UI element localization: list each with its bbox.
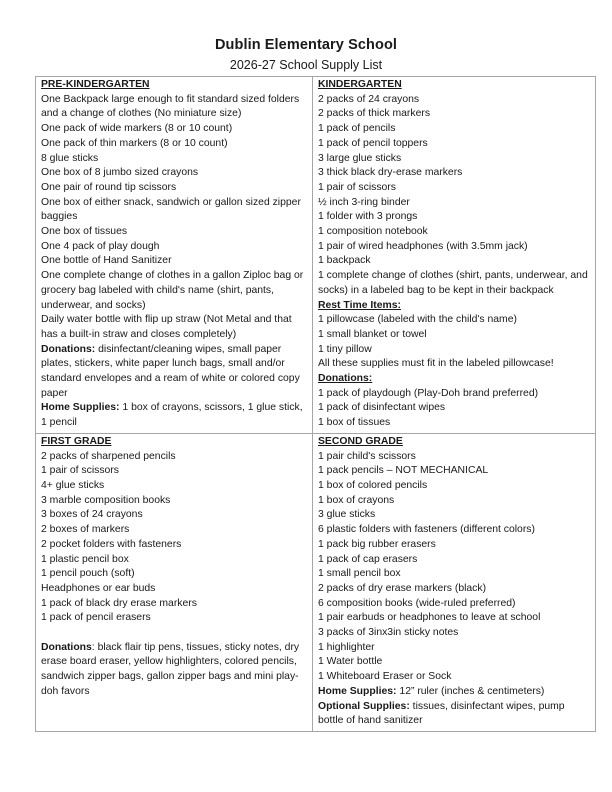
list-item: 1 pack of pencil toppers bbox=[318, 137, 428, 149]
page-subtitle: 2026-27 School Supply List bbox=[229, 58, 383, 72]
list-item: 1 small blanket or towel bbox=[318, 328, 427, 340]
kinder-cell bbox=[313, 77, 596, 434]
list-item: 1 pack of playdough (Play-Doh brand preferred) bbox=[318, 387, 539, 399]
list-item: One box of tissues bbox=[41, 226, 128, 238]
list-item: One box of 8 jumbo sized crayons bbox=[41, 167, 199, 179]
second-home-text: 12” ruler (inches & centimeters) bbox=[396, 685, 545, 697]
list-item: 1 plastic pencil box bbox=[41, 553, 129, 565]
list-item: 1 pack pencils – NOT MECHANICAL bbox=[318, 465, 489, 477]
first-grade-cell bbox=[36, 433, 313, 731]
list-item: 3 glue sticks bbox=[318, 509, 376, 521]
prek-home-supplies bbox=[41, 401, 309, 430]
prek-donations-label: Donations: bbox=[41, 343, 96, 355]
list-item: 2 packs of dry erase markers (black) bbox=[318, 582, 487, 594]
list-item: ½ inch 3-ring binder bbox=[318, 196, 410, 208]
list-item: 3 marble composition books bbox=[41, 494, 171, 506]
list-item: 6 composition books (wide-ruled preferred) bbox=[318, 597, 516, 609]
kinder-donations-heading: Donations: bbox=[318, 373, 373, 385]
second-optional-text: tissues, disinfectant wipes, pump bottle of hand sanitizer bbox=[318, 700, 565, 727]
list-item: 6 plastic folders with fasteners (different colors) bbox=[318, 524, 535, 536]
list-item: 1 pack of pencils bbox=[318, 123, 396, 135]
list-item: 3 boxes of 24 crayons bbox=[41, 509, 143, 521]
prek-donations-text: disinfectant/cleaning wipes, small paper plates, stickers, white paper lunch bags, small and/or standard envelopes and a ream of white or colored copy paper bbox=[41, 343, 300, 399]
list-item: 2 packs of sharpened pencils bbox=[41, 450, 176, 462]
list-item: 2 boxes of markers bbox=[41, 524, 130, 536]
list-item: 1 pair earbuds or headphones to leave at school bbox=[318, 612, 541, 624]
list-item: 1 box of crayons bbox=[318, 494, 395, 506]
first-grade-heading: FIRST GRADE bbox=[41, 435, 112, 447]
first-donations-text: : black flair tip pens, tissues, sticky notes, dry erase board eraser, yellow highlighters, colored pencils, sandwich zipper bags, gallon zipper bags and mini play-doh favors bbox=[41, 641, 300, 697]
list-item: 1 pack of pencil erasers bbox=[41, 612, 151, 624]
list-item: 1 pair of scissors bbox=[318, 181, 396, 193]
second-home-label: Home Supplies: bbox=[318, 685, 397, 697]
second-optional-supplies bbox=[318, 700, 592, 729]
list-item: One Backpack large enough to fit standard sized folders and a change of clothes (No miniature size) bbox=[41, 93, 300, 120]
prek-heading: PRE-KINDERGARTEN bbox=[41, 79, 150, 90]
list-item: 3 large glue sticks bbox=[318, 152, 402, 164]
list-item: 1 folder with 3 prongs bbox=[318, 211, 418, 223]
prek-home-text: 1 box of crayons, scissors, 1 glue stick, 1 pencil bbox=[41, 402, 303, 429]
list-item: 1 pack of black dry erase markers bbox=[41, 597, 197, 609]
rest-time-heading: Rest Time Items: bbox=[318, 299, 401, 311]
list-item: 1 tiny pillow bbox=[318, 343, 372, 355]
list-item: 2 pocket folders with fasteners bbox=[41, 538, 182, 550]
list-item: 1 pillowcase (labeled with the child's name) bbox=[318, 314, 517, 326]
list-item: One complete change of clothes in a gallon Ziploc bag or grocery bag labeled with child's name (shirt, pants, underwear, and socks) bbox=[41, 270, 304, 311]
list-item: 1 box of tissues bbox=[318, 417, 391, 429]
list-item: 8 glue sticks bbox=[41, 152, 99, 164]
list-item: 1 pack of cap erasers bbox=[318, 553, 418, 565]
list-item: All these supplies must fit in the labeled pillowcase! bbox=[318, 358, 554, 370]
list-item: 1 box of colored pencils bbox=[318, 479, 428, 491]
list-item: 1 Whiteboard Eraser or Sock bbox=[318, 671, 452, 683]
supply-table bbox=[35, 76, 596, 732]
list-item: 1 pair of scissors bbox=[41, 465, 119, 477]
second-optional-label: Optional Supplies: bbox=[318, 700, 410, 712]
first-grade-donations bbox=[41, 641, 309, 700]
list-item: 1 pack of disinfectant wipes bbox=[318, 402, 446, 414]
list-item: One pack of thin markers (8 or 10 count) bbox=[41, 137, 228, 149]
list-item: 3 packs of 3inx3in sticky notes bbox=[318, 627, 459, 639]
prek-donations bbox=[41, 343, 309, 402]
list-item: One bottle of Hand Sanitizer bbox=[41, 255, 172, 267]
list-item: Headphones or ear buds bbox=[41, 582, 156, 594]
list-item: One 4 pack of play dough bbox=[41, 240, 160, 252]
list-item: 2 packs of thick markers bbox=[318, 108, 431, 120]
list-item: 1 pair child's scissors bbox=[318, 450, 416, 462]
list-item: One box of either snack, sandwich or gallon sized zipper baggies bbox=[41, 196, 301, 223]
list-item: 1 highlighter bbox=[318, 641, 375, 653]
list-item: 1 pencil pouch (soft) bbox=[41, 568, 135, 580]
list-item: 1 small pencil box bbox=[318, 568, 401, 580]
second-grade-cell bbox=[313, 433, 596, 731]
prek-cell bbox=[36, 77, 313, 434]
list-item: 1 Water bottle bbox=[318, 656, 383, 668]
first-donations-label: Donations bbox=[41, 641, 92, 653]
list-item: 2 packs of 24 crayons bbox=[318, 93, 420, 105]
list-item: One pack of wide markers (8 or 10 count) bbox=[41, 123, 233, 135]
list-item: 1 backpack bbox=[318, 255, 371, 267]
list-item: 3 thick black dry-erase markers bbox=[318, 167, 463, 179]
list-item: 1 composition notebook bbox=[318, 226, 428, 238]
list-item: One pair of round tip scissors bbox=[41, 181, 177, 193]
list-item: Daily water bottle with flip up straw (Not Metal and that has a built-in straw and closes completely) bbox=[41, 314, 292, 340]
prek-home-label: Home Supplies: bbox=[41, 402, 120, 414]
second-grade-heading: SECOND GRADE bbox=[318, 435, 403, 447]
spacer bbox=[41, 626, 309, 641]
list-item: 1 complete change of clothes (shirt, pants, underwear, and socks) in a labeled bag to be kept in their backpack bbox=[318, 270, 588, 296]
list-item: 4+ glue sticks bbox=[41, 479, 105, 491]
table-row bbox=[36, 77, 596, 434]
second-home-supplies bbox=[318, 685, 592, 700]
table-row bbox=[36, 433, 596, 731]
list-item: 1 pack big rubber erasers bbox=[318, 538, 436, 550]
kinder-heading: KINDERGARTEN bbox=[318, 79, 402, 90]
list-item: 1 pair of wired headphones (with 3.5mm jack) bbox=[318, 240, 528, 252]
page-title: Dublin Elementary School bbox=[214, 37, 398, 53]
